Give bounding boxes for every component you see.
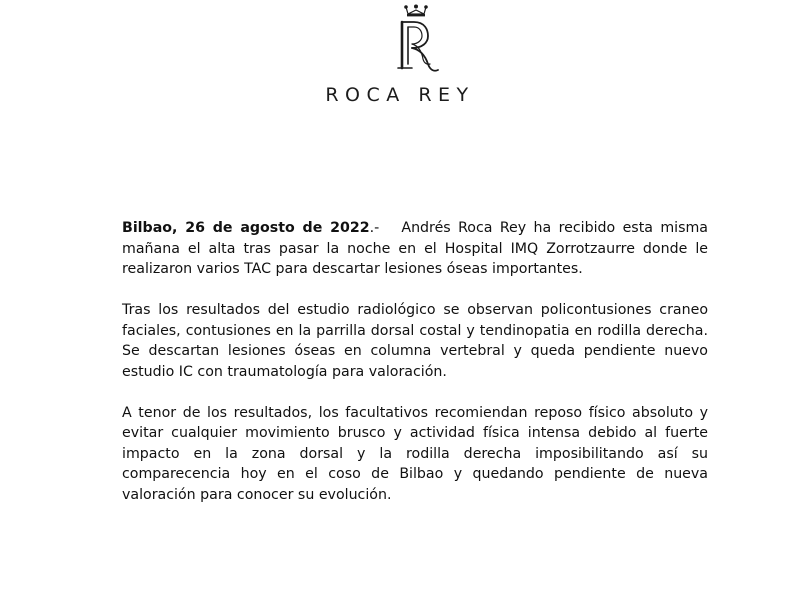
dateline: Bilbao, 26 de agosto de 2022 [122, 220, 370, 236]
rr-monogram-crown-logo [392, 4, 440, 76]
paragraph-3: A tenor de los resultados, los facultativos recomiendan reposo físico absoluto y evitar cualquier movimiento brusco y actividad física intensa debido al fuerte impacto en la zona dorsal y la rodilla derecha imposibilitando así su comparecencia hoy en el coso de Bilbao y quedando pendiente de nueva valoración para conocer su evolución. [122, 404, 708, 503]
paragraph-1-text: Andrés Roca Rey ha recibido esta misma mañana el alta tras pasar la noche en el Hospital IMQ Zorrotzaurre donde le realizaron varios TAC para descartar lesiones óseas importantes. [122, 220, 708, 277]
brand-name: ROCA REY [325, 84, 475, 106]
press-release-body [122, 218, 708, 526]
paragraph-2: Tras los resultados del estudio radiológico se observan policontusiones craneo faciales, contusiones en la parrilla dorsal costal y tendinopatia en rodilla derecha. Se descartan lesiones óseas en columna vertebral y queda pendiente nuevo estudio IC con traumatología para valoración. [122, 302, 708, 380]
dateline-separator: .- [369, 220, 402, 236]
paragraph-1 [122, 218, 708, 280]
